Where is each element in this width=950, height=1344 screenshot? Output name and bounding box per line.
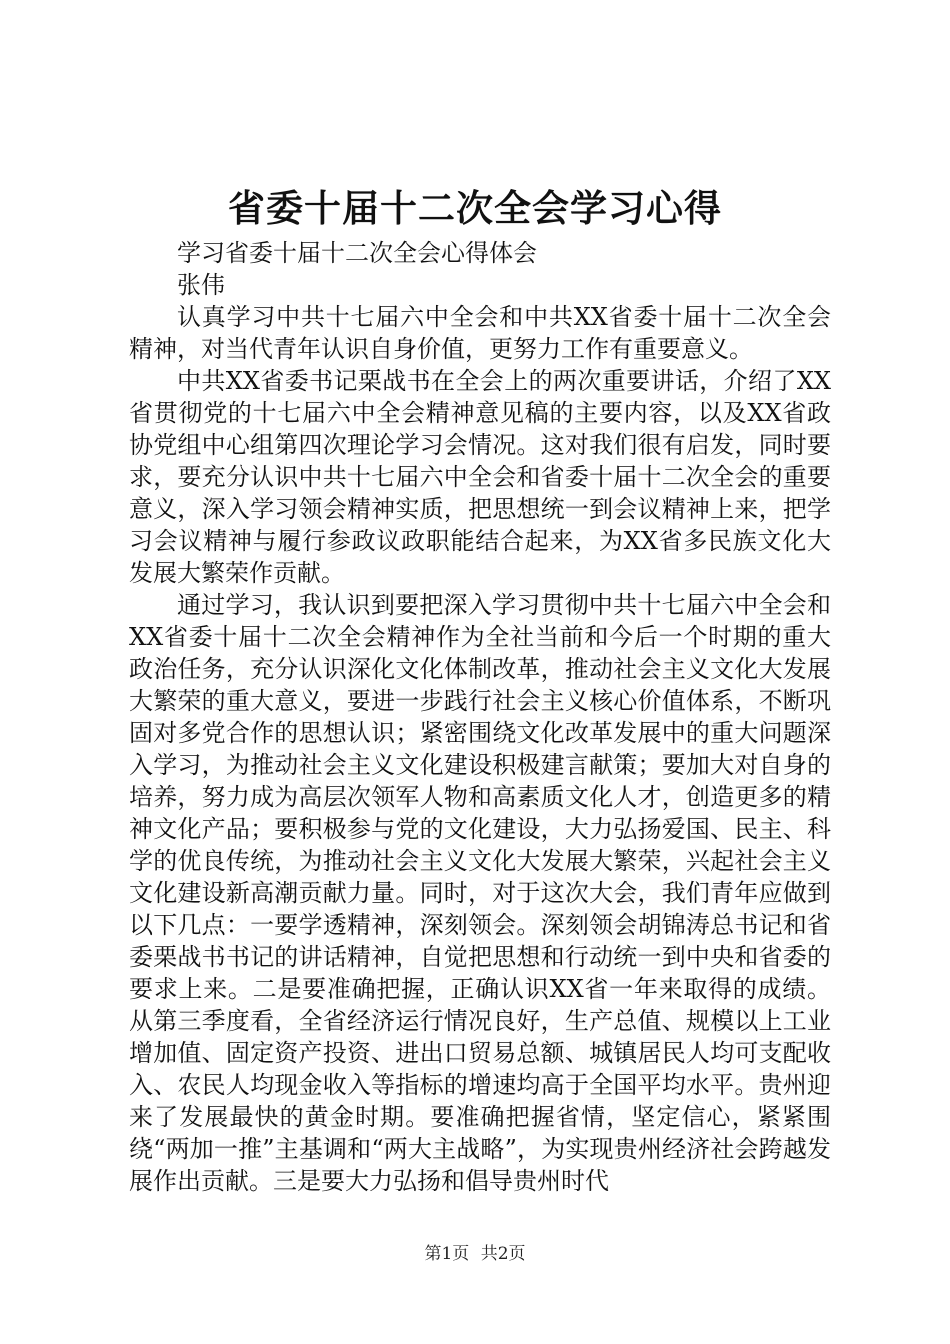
body-paragraph: 通过学习，我认识到要把深入学习贯彻中共十七届六中全会和XX省委十届十二次全会精神作为全社当前和今后一个时期的重大政治任务，充分认识深化文化体制改革，推动社会主义文化大发展大繁荣的重大意义，要进一步践行社会主义核心价值体系，不断巩固对多党合作的思想认识；紧密围绕文化改革发展中的重大问题深入学习，为推动社会主义文化建设积极建言献策；要加大对自身的培养，努力成为高层次领军人物和高素质文化人才，创造更多的精神文化产品；要积极参与党的文化建设，大力弘扬爱国、民主、科学的优良传统，为推动社会主义文化大发展大繁荣，兴起社会主义文化建设新高潮贡献力量。同时，对于这次大会，我们青年应做到以下几点：一要学透精神，深刻领会。深刻领会胡锦涛总书记和省委栗战书书记的讲话精神，自觉把思想和行动统一到中央和省委的要求上来。二是要准确把握，正确认识XX省一年来取得的成绩。从第三季度看，全省经济运行情况良好，生产总值、规模以上工业增加值、固定资产投资、进出口贸易总额、城镇居民人均可支配收入、农民人均现金收入等指标的增速均高于全国平均水平。贵州迎来了发展最快的黄金时期。要准确把握省情，坚定信心，紧紧围绕“两加一推”主基调和“两大主战略”，为实现贵州经济社会跨越发展作出贡献。三是要大力弘扬和倡导贵州时代 <box>129 591 831 1195</box>
body-paragraph: 中共XX省委书记栗战书在全会上的两次重要讲话，介绍了XX省贯彻党的十七届六中全会精神意见稿的主要内容，以及XX省政协党组中心组第四次理论学习会情况。这对我们很有启发，同时要求，要充分认识中共十七届六中全会和省委十届十二次全会的重要意义，深入学习领会精神实质，把思想统一到会议精神上来，把学习会议精神与履行参政议政职能结合起来，为XX省多民族文化大发展大繁荣作贡献。 <box>129 367 831 587</box>
page-number-total: 共2页 <box>480 1244 526 1264</box>
subtitle-paragraph: 学习省委十届十二次全会心得体会 <box>177 239 537 267</box>
body-paragraph: 认真学习中共十七届六中全会和中共XX省委十届十二次全会精神，对当代青年认识自身价值，更努力工作有重要意义。 <box>129 303 831 363</box>
author-paragraph: 张伟 <box>177 271 225 299</box>
document-body <box>129 237 831 1197</box>
page-number-current: 第1页 <box>424 1244 470 1264</box>
document-title: 省委十届十二次全会学习心得 <box>228 186 722 230</box>
page-footer <box>0 1243 950 1265</box>
